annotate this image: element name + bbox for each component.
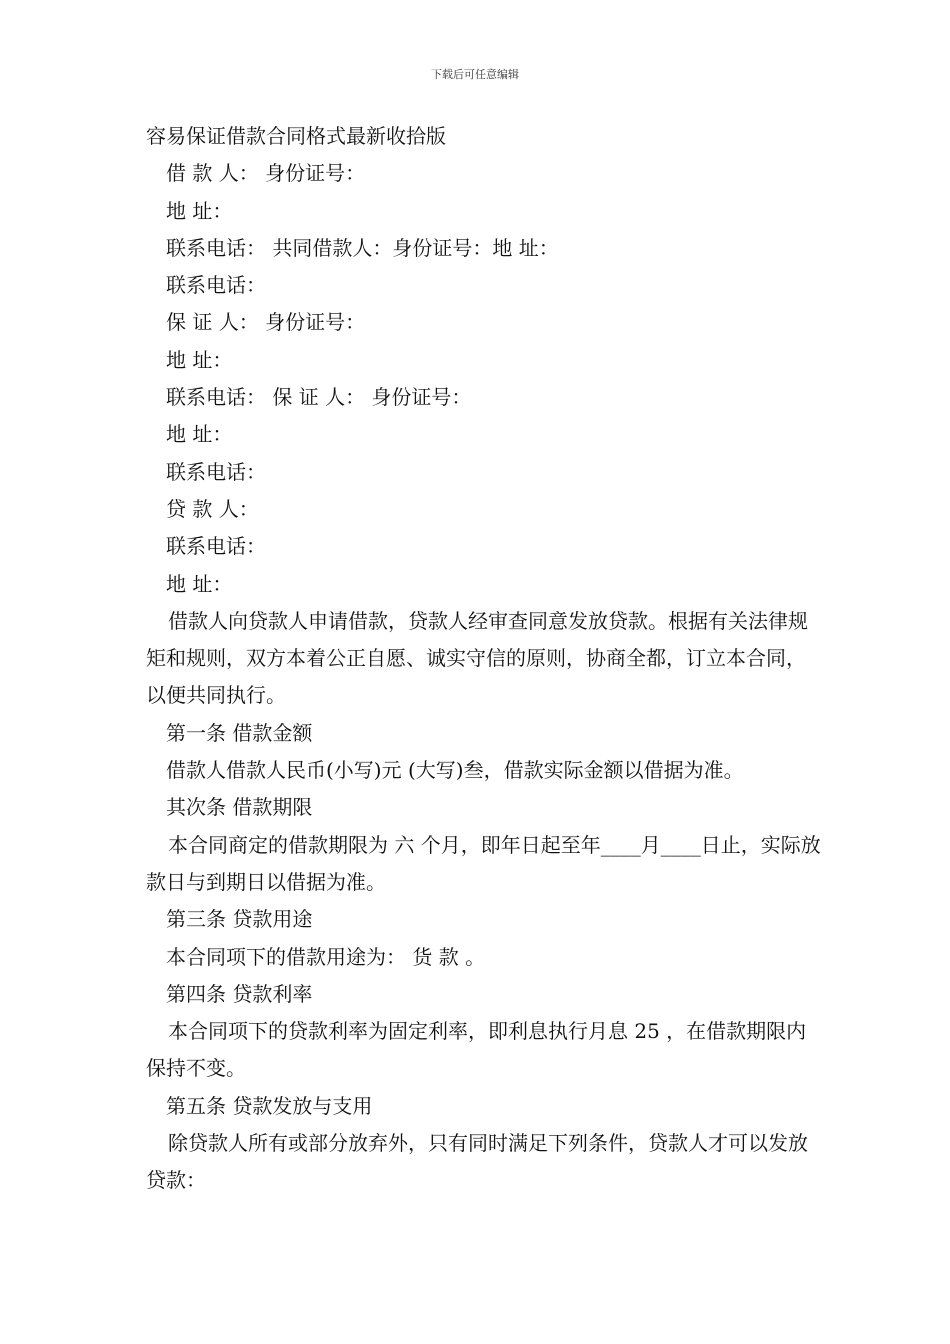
article-2-title: 其次条 借款期限 (166, 795, 313, 820)
lender-address-line: 地 址： (166, 571, 233, 596)
article-3-title: 第三条 贷款用途 (166, 907, 313, 932)
guarantor-line: 保 证 人： 身份证号： (166, 310, 366, 335)
document-title: 容易保证借款合同格式最新收拾版 (146, 124, 446, 148)
guarantor2-line: 联系电话： 保 证 人： 身份证号： (166, 385, 472, 410)
borrower-address-line: 地 址： (166, 198, 233, 223)
co-borrower-phone-line: 联系电话： (166, 273, 266, 298)
article-5-body: 除贷款人所有或部分放弃外，只有同时满足下列条件，贷款人才可以发放贷款： (146, 1131, 808, 1193)
lender-line: 贷 款 人： (166, 496, 259, 521)
article-2-body: 本合同商定的借款期限为 六 个月，即年日起至年____月____日止，实际放款日与到期日以借据为准。 (146, 832, 821, 894)
intro-paragraph: 借款人向贷款人申请借款，贷款人经审查同意发放贷款。根据有关法律规矩和规则，双方本着公正自愿、诚实守信的原则，协商全都，订立本合同，以便共同执行。 (146, 608, 808, 708)
co-borrower-line: 联系电话： 共同借款人：身份证号：地 址： (166, 235, 559, 260)
article-5-title: 第五条 贷款发放与支用 (166, 1093, 373, 1118)
guarantor2-address-line: 地 址： (166, 422, 233, 447)
article-4-title: 第四条 贷款利率 (166, 981, 313, 1006)
guarantor2-phone-line: 联系电话： (166, 459, 266, 484)
page-header: 下载后可任意编辑 (431, 68, 519, 81)
lender-phone-line: 联系电话： (166, 534, 266, 559)
borrower-line: 借 款 人： 身份证号： (166, 161, 366, 186)
guarantor-address-line: 地 址： (166, 347, 233, 372)
article-1-body: 借款人借款人民币(小写)元 (大写)叁，借款实际金额以借据为准。 (166, 758, 744, 783)
document-body (146, 118, 822, 1200)
article-1-title: 第一条 借款金额 (166, 720, 313, 745)
article-3-body: 本合同项下的借款用途为： 货 款 。 (166, 944, 486, 969)
article-4-body: 本合同项下的贷款利率为固定利率，即利息执行月息 25 ，在借款期限内保持不变。 (146, 1019, 807, 1081)
